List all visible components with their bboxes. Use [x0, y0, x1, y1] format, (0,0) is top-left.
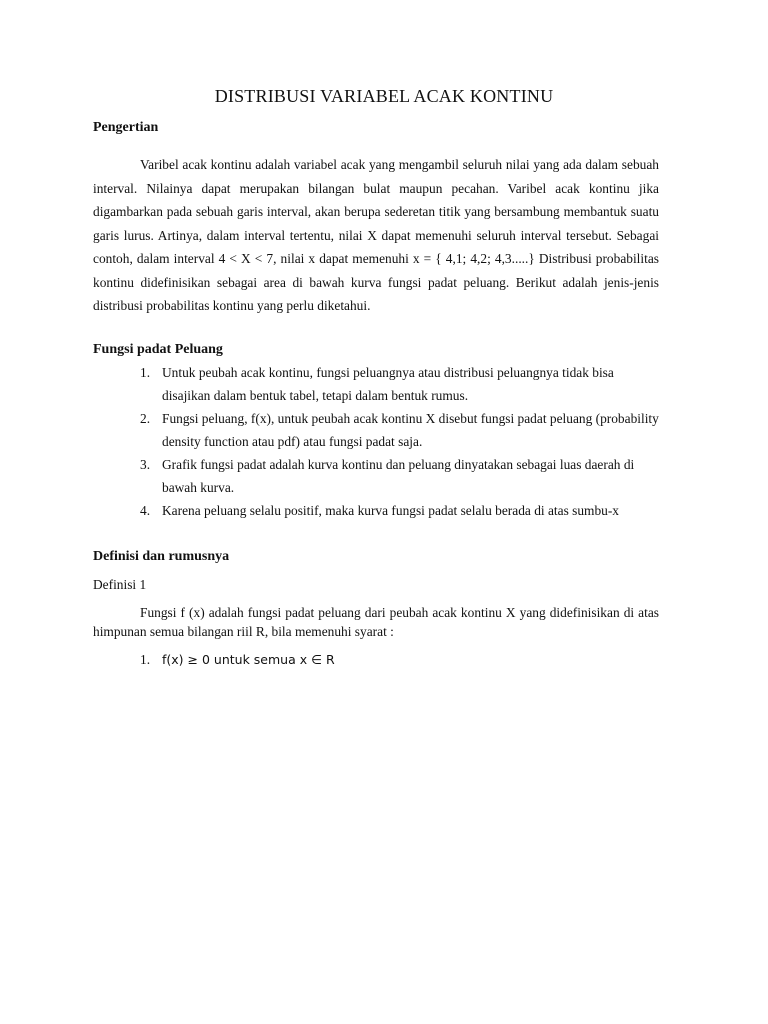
list-number: 1. — [140, 365, 151, 380]
list-item — [140, 499, 660, 522]
list-item-text: Fungsi peluang, f(x), untuk peubah acak kontinu X disebut fungsi padat peluang (probability density function atau pdf) atau fungsi padat saja. — [162, 411, 659, 449]
section-heading-fungsi-padat: Fungsi padat Peluang — [93, 342, 223, 357]
list-item-text: Untuk peubah acak kontinu, fungsi peluangnya atau distribusi peluangnya tidak bisa disajikan dalam bentuk tabel, tetapi dalam bentuk rumus. — [162, 365, 614, 403]
definisi-subheading: Definisi 1 — [93, 577, 147, 592]
list-item — [140, 361, 660, 407]
document-title: DISTRIBUSI VARIABEL ACAK KONTINU — [214, 86, 554, 106]
list-item-text: Grafik fungsi padat adalah kurva kontinu dan peluang dinyatakan sebagai luas daerah di bawah kurva. — [162, 457, 635, 495]
list-item — [140, 407, 660, 453]
condition-formula: f(x) ≥ 0 untuk semua x ∈ R — [162, 652, 335, 667]
list-item — [140, 453, 660, 499]
section-heading-pengertian: Pengertian — [93, 120, 159, 135]
section-heading-definisi: Definisi dan rumusnya — [93, 549, 230, 564]
list-item-text: Karena peluang selalu positif, maka kurva fungsi padat selalu berada di atas sumbu-x — [162, 503, 619, 518]
list-number: 4. — [140, 503, 151, 518]
list-number: 1. — [140, 652, 151, 667]
definisi-paragraph: Fungsi f (x) adalah fungsi padat peluang dari peubah acak kontinu X yang didefinisikan di atas himpunan semua bilangan riil R, bila memenuhi syarat : — [93, 605, 659, 639]
list-number: 2. — [140, 411, 151, 426]
pengertian-paragraph: Varibel acak kontinu adalah variabel acak yang mengambil seluruh nilai yang ada dalam sebuah interval. Nilainya dapat merupakan bilangan bulat maupun pecahan. Varibel acak kontinu jika digambarkan pada sebuah garis interval, akan berupa sederetan titik yang bersambung membantuk suatu garis lurus. Artinya, dalam interval tertentu, nilai X dapat memenuhi seluruh interval tersebut. Sebagai contoh, dalam interval 4 < X < 7, nilai x dapat memenuhi x = { 4,1; 4,2; 4,3.....} Distribusi probabilitas kontinu didefinisikan sebagai area di bawah kurva fungsi padat peluang. Berikut adalah jenis-jenis distribusi probabilitas kontinu yang perlu diketahui. — [93, 157, 659, 313]
list-number: 3. — [140, 457, 151, 472]
fungsi-padat-list — [140, 361, 660, 522]
